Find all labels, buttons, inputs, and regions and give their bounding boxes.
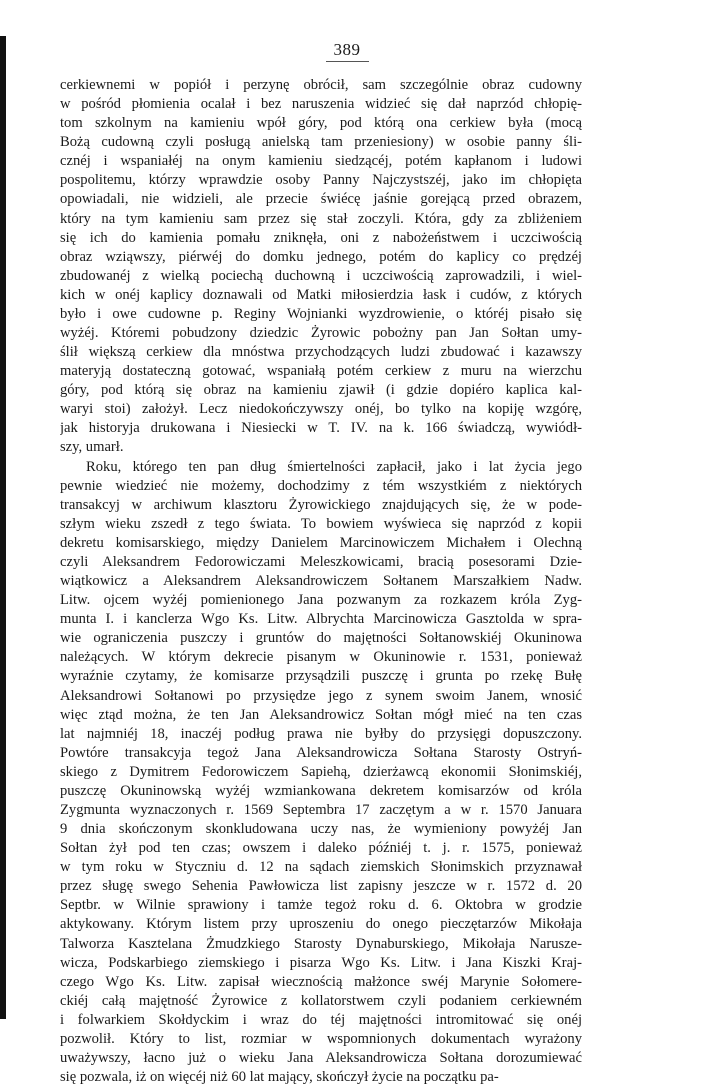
text-line: szy, umarł.	[60, 439, 124, 456]
paragraph	[60, 76, 582, 458]
text-line: tom szkolnym na kamieniu wpół góry, pod którą ona cerkiew była (mocą	[60, 115, 582, 132]
text-line: ślił większą cerkiew dla mnóstwa przychodzących ludzi zbudować i kazawszy	[60, 344, 582, 361]
text-line: wyraźnie czytamy, że komisarze przysądzili puszczę i grunta po rzekę Bułę	[60, 668, 582, 685]
text-line: cerkiewnemi w popiół i perzynę obrócił, sam szczególnie obraz cudowny	[60, 77, 582, 93]
text-line: należących. W którym dekrecie pisanym w Okuninowie r. 1531, ponieważ	[60, 649, 582, 666]
text-line: szłym wieku zszedł z tego świata. To bowiem wyświeca się naprzód z kopii	[60, 515, 582, 532]
text-line: waryi stoi) założył. Lecz niedokończywszy onéj, bo tylko na kopiję wzgórę,	[60, 401, 582, 418]
text-line: munta I. i kanclerza Wgo Ks. Litw. Albrychta Marcinowicza Gasztolda w spra-	[60, 611, 582, 628]
text-line: Powtóre transakcyja tegoż Jana Aleksandrowicza Sołtana Starosty Ostryń-	[60, 744, 582, 761]
text-line: wicza, Podskarbiego ziemskiego i pisarza Wgo Ks. Litw. i Jana Kiszki Kraj-	[60, 954, 582, 971]
text-line: transakcyj w archiwum klasztoru Żyrowickiego znajdujących się, że w pode-	[60, 496, 582, 513]
text-line: pospolitemu, którzy wprawdzie osoby Panny Najczystszéj, jako im chłopięta	[60, 172, 582, 189]
text-line: Aleksandrowi Sołtanowi po przysiędze jego z synem swoim Janem, wnosić	[60, 687, 582, 704]
text-line: lat najmniéj 18, inaczéj podług prawa nie byłby do przysięgi dopuszczony.	[60, 725, 582, 742]
text-line: się pozwala, iż on więcéj niż 60 lat mający, skończył życie na początku pa-	[60, 1069, 499, 1086]
text-line: w tym roku w Styczniu d. 12 na sądach ziemskich Słonimskich przyznawał	[60, 859, 582, 876]
text-line: góry, pod którą się obraz na kamieniu zjawił (i gdzie dopiéro kaplica kal-	[60, 382, 582, 399]
text-line: opowiadali, nie widzieli, ale przecie świécę jaśnie gorejącą przed obrazem,	[60, 191, 582, 208]
text-line: materyją dostateczną gotować, wspaniałą potém cerkiew z muru na wierzchu	[60, 363, 582, 380]
scan-edge	[0, 36, 6, 1019]
text-line: cznéj i wspaniałéj na onym kamieniu siedzącéj, potém kapłanom i ludowi	[60, 153, 582, 170]
text-line: pewnie wiedzieć nie możemy, dochodzimy z tém wszystkiém z niektórych	[60, 477, 582, 494]
text-line: więc ztąd można, że ten Jan Aleksandrowicz Sołtan mógł mieć na ten czas	[60, 706, 582, 723]
text-line: aktykowany. Którym listem przy uproszeniu do onego pieczętarzów Mikołaja	[60, 916, 582, 933]
text-line: Bożą cudowną czyli posługą anielską tam przeniesiony) w osobie panny śli-	[60, 134, 582, 151]
text-line: wiątkowicz a Aleksandrem Aleksandrowiczem Sołtanem Marszałkiem Nadw.	[60, 573, 582, 590]
text-line: pozwolił. Który to list, rozmiar w wspomnionych dokumentach wyrażony	[60, 1030, 582, 1047]
text-line: ckiéj całą majętność Żyrowice z kollatorstwem czyli podaniem cerkiewném	[60, 992, 582, 1009]
text-line: który na tym kamieniu sam przez się stał zoczyli. Która, gdy za zbliżeniem	[60, 210, 582, 227]
text-line: uważywszy, łacno już o wieku Jana Aleksandrowicza Sołtana dorozumiewać	[60, 1049, 582, 1066]
text-line: obraz wziąwszy, piérwéj do domku jednego, potém do kaplicy co prędzéj	[60, 248, 582, 265]
text-line: Roku, którego ten pan dług śmiertelności zapłacił, jako i lat życia jego	[86, 458, 582, 475]
text-line: Talworza Kasztelana Żmudzkiego Starosty Dynaburskiego, Mikołaja Narusze-	[60, 935, 582, 952]
text-line: 9 dnia skończonym skonkludowana uczy nas, że wymieniony powyżéj Jan	[60, 821, 582, 838]
text-line: jak historyja drukowana i Niesiecki w T. IV. na k. 166 świadczą, wywiódł-	[60, 420, 582, 437]
body-text	[60, 76, 582, 1087]
text-line: wyżéj. Któremi pobudzony dziedzic Żyrowic pobożny pan Jan Sołtan umy-	[60, 325, 582, 342]
text-line: czego Wgo Ks. Litw. zapisał wiecznością małżonce swéj Marynie Sołomere-	[60, 973, 582, 990]
text-line: Septbr. w Wilnie sprawiony i tamże tegoż roku d. 6. Oktobra w grodzie	[60, 897, 582, 914]
text-line: było i owe cudowne p. Reginy Wojnianki wyzdrowienie, o któréj pisało się	[60, 305, 582, 322]
page-number	[0, 40, 720, 62]
page-number-value: 389	[326, 40, 369, 62]
text-line: dekretu komisarskiego, między Danielem Marcinowiczem Michałem i Olechną	[60, 534, 582, 551]
text-line: się ich do kamienia pomału zniknęła, oni z nabożeństwem i uczciwością	[60, 229, 582, 246]
text-line: Sołtan żył pod ten czas; owszem i daleko późniéj t. j. r. 1575, ponieważ	[60, 840, 582, 857]
text-line: czyli Aleksandrem Fedorowiczami Meleszkowicami, bracią posesorami Dzie-	[60, 553, 582, 570]
text-line: kich w onéj kaplicy doznawali od Matki miłosierdzia łask i cudów, z których	[60, 286, 582, 303]
text-line: przez sługę swego Sehenia Pawłowicza list zapisny jeszcze w r. 1572 d. 20	[60, 878, 582, 895]
text-line: i folwarkiem Skołdyckim i wraz do téj majętności intromitować się onéj	[60, 1011, 582, 1028]
text-line: w pośród płomienia ocalał i bez naruszenia widzieć się dał naprzód chłopię-	[60, 96, 582, 113]
paragraph	[60, 458, 582, 1087]
text-line: Litw. ojcem wyżéj pomienionego Jana pozwanym za rozkazem króla Zyg-	[60, 592, 582, 609]
text-line: Zygmunta wyznaczonych r. 1569 Septembra 17 zaczętym a w r. 1570 Januara	[60, 801, 582, 818]
text-line: zbudowanéj z wielką pociechą duchowną i uczciwością zaprowadzili, i wiel-	[60, 267, 582, 284]
text-line: skiego z Dymitrem Fedorowiczem Sapiehą, dzierżawcą ekonomii Słonimskiéj,	[60, 763, 582, 780]
text-line: wie ograniczenia puszczy i gruntów do majętności Sołtanowskiéj Okuninowa	[60, 630, 582, 647]
text-line: puszczę Okuninowską wyżéj wzmiankowana dekretem komisarzów od króla	[60, 782, 582, 799]
